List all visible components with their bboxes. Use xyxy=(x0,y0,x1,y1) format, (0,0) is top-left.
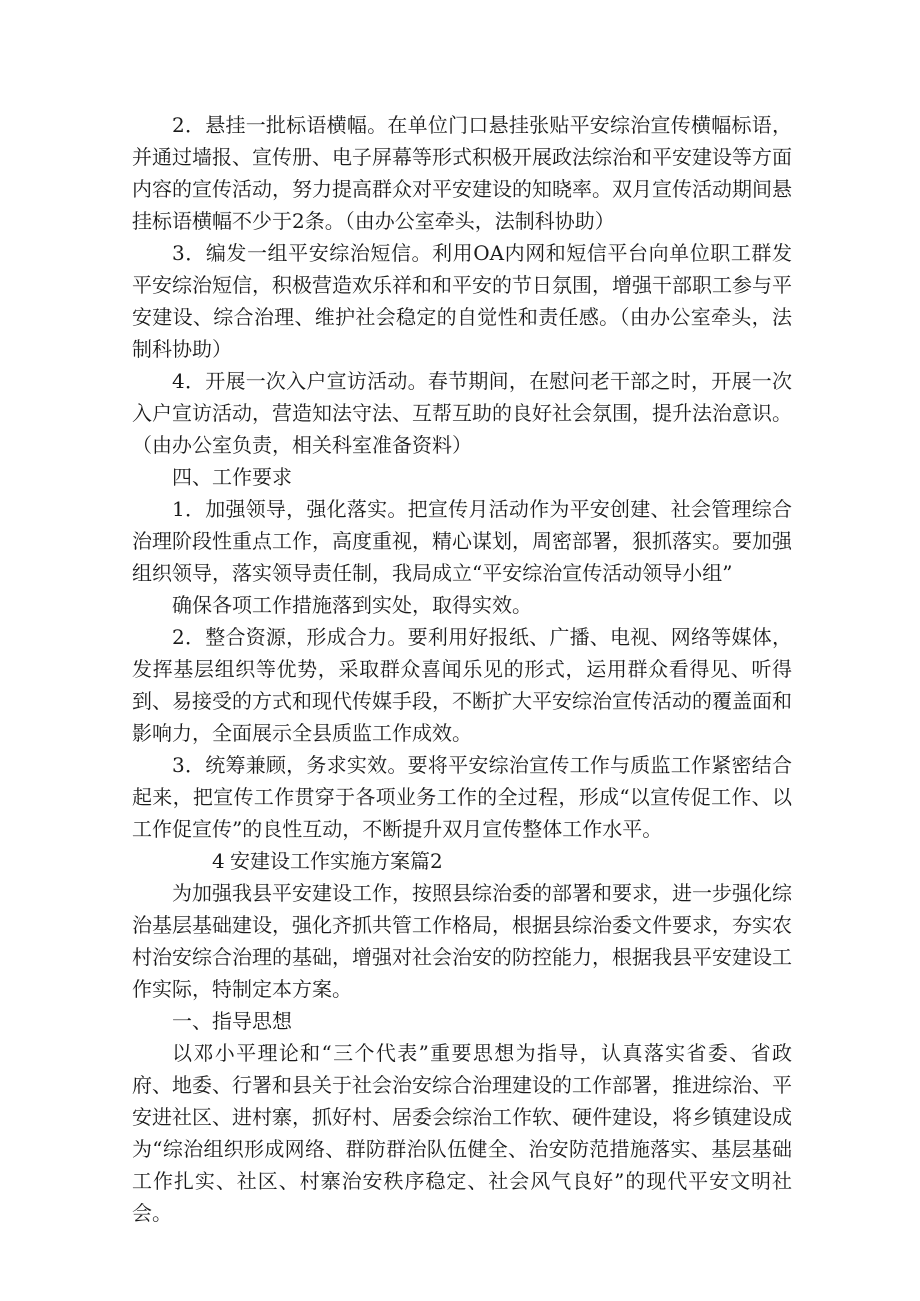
paragraph-strengthen-leadership: 1．加强领导，强化落实。把宣传月活动作为平安创建、社会管理综合治理阶段性重点工作，高度重视，精心谋划，周密部署，狠抓落实。要加强组织领导，落实领导责任制，我局成立“平安综治宣传活动领导小组” xyxy=(132,497,792,585)
document-body xyxy=(132,109,792,1229)
paragraph-banner-slogans: 2．悬挂一批标语横幅。在单位门口悬挂张贴平安综治宣传横幅标语，并通过墙报、宣传册、电子屏幕等形式积极开展政法综治和平安建设等方面内容的宣传活动，努力提高群众对平安建设的知晓率。双月宣传活动期间悬挂标语横幅不少于2条。（由办公室牵头，法制科协助） xyxy=(132,113,792,233)
paragraph-home-visits: 4．开展一次入户宣访活动。春节期间，在慰问老干部之时，开展一次入户宣访活动，营造知法守法、互帮互助的良好社会氛围，提升法治意识。（由办公室负责，相关科室准备资料） xyxy=(132,369,792,457)
heading-guiding-ideology: 一、指导思想 xyxy=(172,1009,292,1033)
paragraph-overall-planning: 3．统筹兼顾，务求实效。要将平安综治宣传工作与质监工作紧密结合起来，把宣传工作贯穿于各项业务工作的全过程，形成“以宣传促工作、以工作促宣传”的良性互动，不断提升双月宣传整体工作水平。 xyxy=(132,753,792,841)
paragraph-introduction: 为加强我县平安建设工作，按照县综治委的部署和要求，进一步强化综治基层基础建设，强化齐抓共管工作格局，根据县综治委文件要求，夯实农村治安综合治理的基础，增强对社会治安的防控能力，根据我县平安建设工作实际，特制定本方案。 xyxy=(132,881,792,1001)
section-title xyxy=(132,845,792,877)
section-title-number: 4 xyxy=(212,849,225,873)
paragraph-ensure-implementation: 确保各项工作措施落到实处，取得实效。 xyxy=(172,593,532,617)
paragraph-integrate-resources: 2．整合资源，形成合力。要利用好报纸、广播、电视、网络等媒体，发挥基层组织等优势，采取群众喜闻乐见的形式，运用群众看得见、听得到、易接受的方式和现代传媒手段，不断扩大平安综治宣传活动的覆盖面和影响力，全面展示全县质监工作成效。 xyxy=(132,625,792,745)
heading-work-requirements: 四、工作要求 xyxy=(172,465,292,489)
section-title-text: 安建设工作实施方案篇2 xyxy=(230,849,443,873)
paragraph-sms-messages: 3．编发一组平安综治短信。利用OA内网和短信平台向单位职工群发平安综治短信，积极营造欢乐祥和和平安的节日氛围，增强干部职工参与平安建设、综合治理、维护社会稳定的自觉性和责任感。（由办公室牵头，法制科协助） xyxy=(132,241,792,361)
paragraph-guiding-ideology: 以邓小平理论和“三个代表”重要思想为指导，认真落实省委、省政府、地委、行署和县关于社会治安综合治理建设的工作部署，推进综治、平安进社区、进村寨，抓好村、居委会综治工作软、硬件建设，将乡镇建设成为“综治组织形成网络、群防群治队伍健全、治安防范措施落实、基层基础工作扎实、社区、村寨治安秩序稳定、社会风气良好”的现代平安文明社会。 xyxy=(132,1041,792,1225)
